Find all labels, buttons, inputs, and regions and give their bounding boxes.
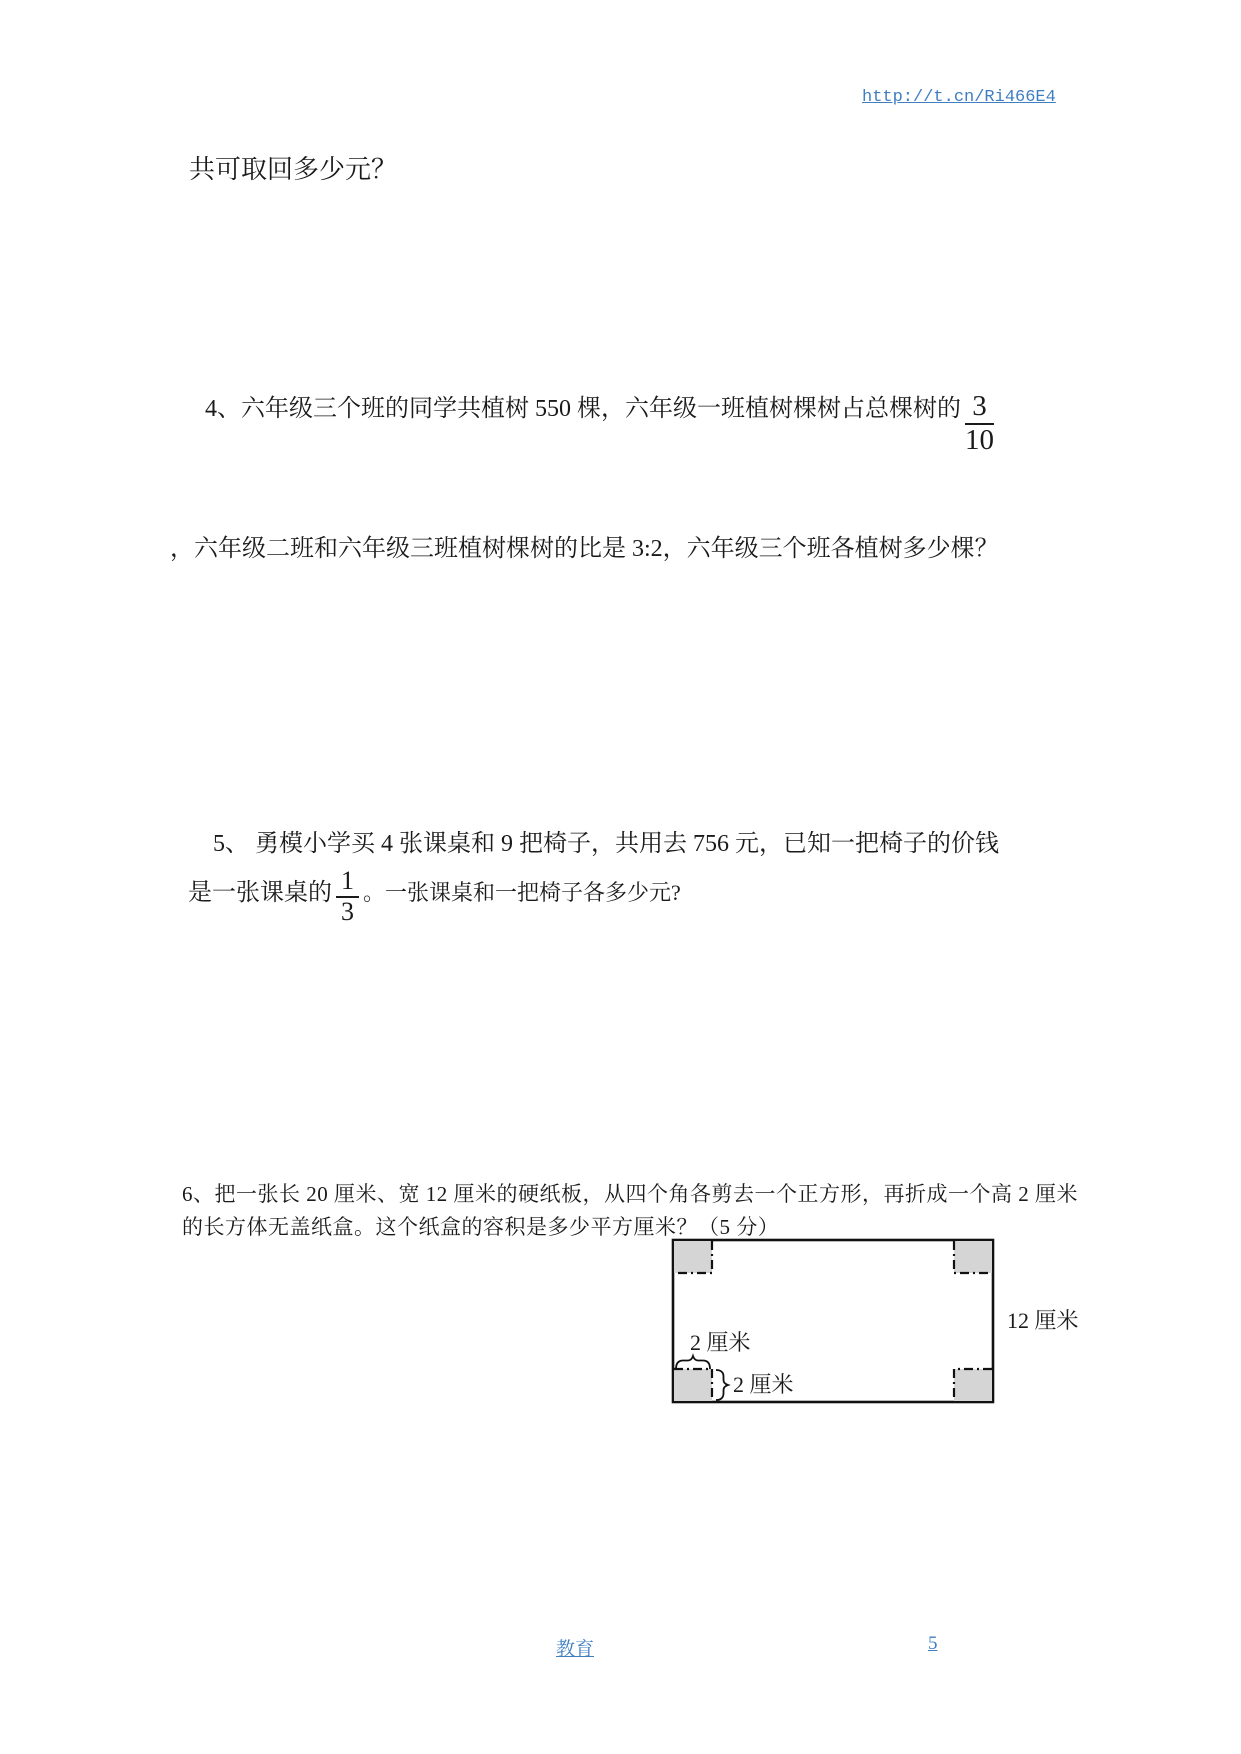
question5-line2-prefix: 是一张课桌的 (188, 880, 332, 907)
fraction-numerator: 3 (965, 392, 994, 425)
fraction-3-10 (965, 392, 994, 455)
short-url-link[interactable]: http://t.cn/Ri466E4 (862, 88, 1056, 107)
footer-site-link[interactable]: 教育 (556, 1639, 595, 1660)
corner-square-bottom-left (674, 1369, 712, 1401)
rectangle-height-label: 12 厘米 (1007, 1308, 1079, 1333)
question5-line2 (188, 866, 681, 926)
fraction-denominator: 3 (341, 896, 354, 926)
question6-line1: 6、把一张长 20 厘米、宽 12 厘米的硬纸板，从四个角各剪去一个正方形，再折成一个高 2 厘米 (182, 1182, 1078, 1206)
fraction-1-3 (336, 868, 359, 925)
corner-square-top-left (674, 1241, 712, 1273)
cardboard-diagram (655, 1235, 1115, 1417)
question5-line1: 5、 勇模小学买 4 张课桌和 9 把椅子，共用去 756 元，已知一把椅子的价钱 (213, 831, 999, 857)
fraction-numerator: 1 (336, 868, 359, 898)
question6-line2: 的长方体无盖纸盒。这个纸盒的容积是多少平方厘米？（5 分） (182, 1215, 780, 1239)
question3-tail-text: 共可取回多少元？ (189, 155, 398, 184)
question5-line2-suffix: 。一张课桌和一把椅子各多少元? (363, 880, 681, 906)
question4-line2: ，六年级二班和六年级三班植树棵树的比是 3:2，六年级三个班各植树多少棵？ (170, 536, 999, 562)
question4-line1-text: 4、六年级三个班的同学共植树 550 棵，六年级一班植树棵树占总棵树的 (205, 396, 961, 422)
fraction-denominator: 10 (965, 423, 994, 456)
footer-page-number-link[interactable]: 5 (928, 1633, 938, 1654)
corner-width-label: 2 厘米 (690, 1330, 751, 1355)
cardboard-rectangle (673, 1240, 993, 1402)
corner-height-label: 2 厘米 (733, 1372, 794, 1397)
corner-square-top-right (954, 1241, 992, 1273)
question4-line1 (205, 390, 998, 459)
corner-square-bottom-right (954, 1369, 992, 1401)
